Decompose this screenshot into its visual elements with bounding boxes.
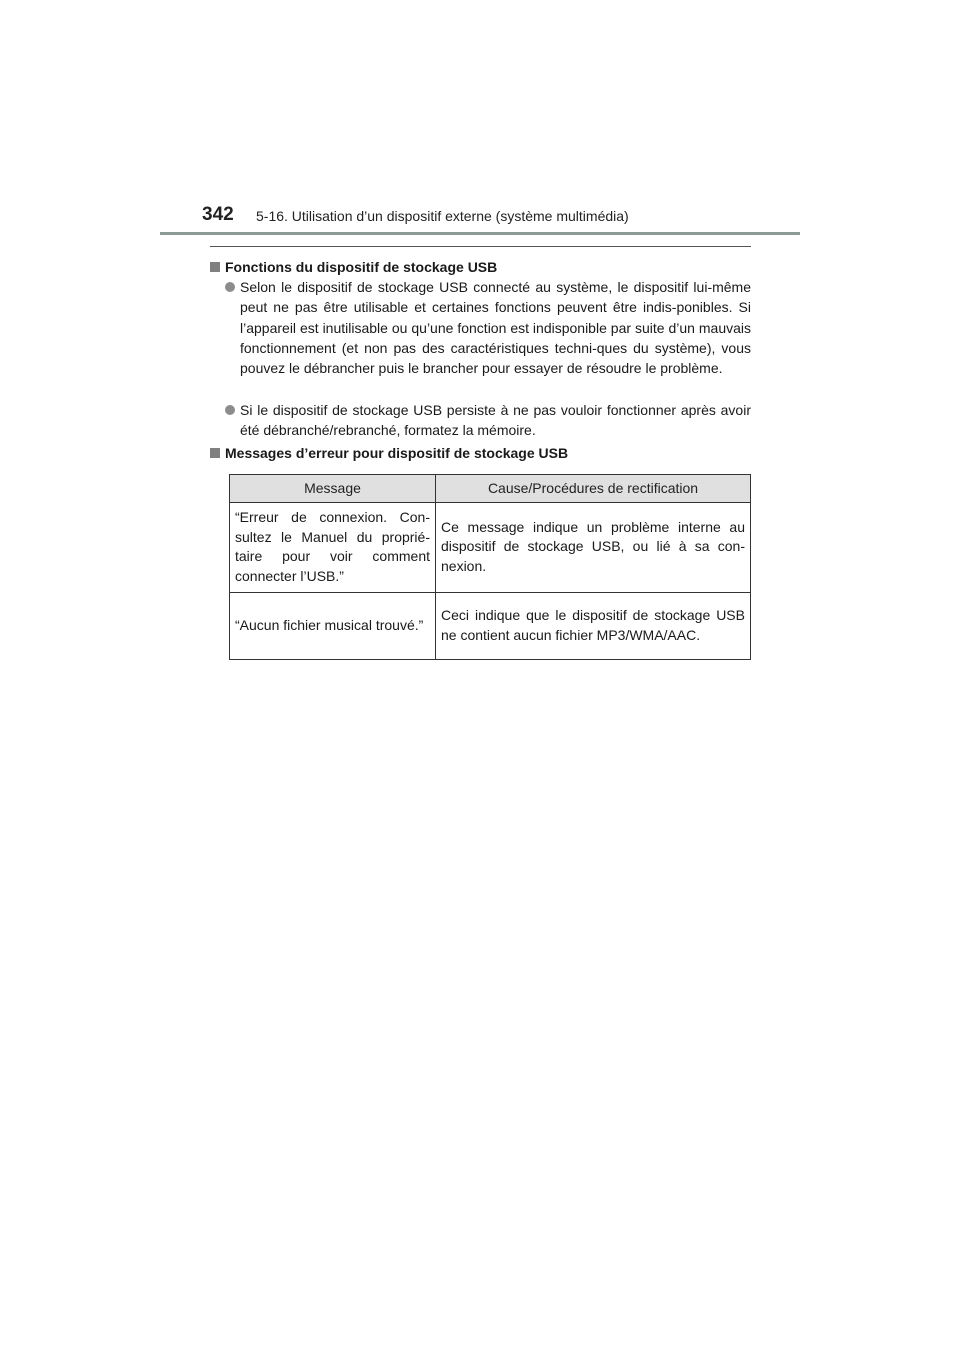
header-divider [160,232,800,235]
list-item-text: Selon le dispositif de stockage USB connecté au système, le dispositif lui-même peut ne pas être utilisable et certaines fonctions peuvent être indis-ponibles. Si l’appareil est inutilisable ou qu’une fonction est indisponible par suite d’un mauvais fonctionnement (et non pas des caractéristiques techni-ques du système), vous pouvez le débrancher puis le brancher pour essayer de résoudre le problème. [240,279,751,377]
error-messages-table [229,474,751,660]
list-item [222,277,751,378]
page-number: 342 [202,204,234,225]
list-item-text: Si le dispositif de stockage USB persiste à ne pas vouloir fonctionner après avoir été débranché/rebranché, formatez la mémoire. [240,402,751,439]
square-bullet-icon [210,448,220,458]
chapter-title: 5-16. Utilisation d’un dispositif externe (système multimédia) [256,208,629,224]
list-item [222,400,751,441]
section-heading-usb-functions [210,258,497,276]
column-header-cause: Cause/Procédures de rectification [436,475,751,503]
page-header [160,200,800,236]
table-header-row [230,475,751,503]
round-bullet-icon [225,282,235,292]
error-message-cell: “Aucun fichier musical trouvé.” [230,593,436,660]
section-heading-text: Fonctions du dispositif de stockage USB [225,259,498,275]
section-heading-text: Messages d’erreur pour dispositif de stockage USB [225,445,569,461]
column-header-message: Message [230,475,436,503]
table-row [230,593,751,660]
section-divider [210,246,751,247]
section-heading-error-messages [210,444,568,462]
error-cause-cell: Ce message indique un problème interne au dispositif de stockage USB, ou lié à sa con-nexion. [436,503,751,593]
error-message-cell: “Erreur de connexion. Con-sultez le Manuel du proprié-taire pour voir comment connecter l’USB.” [230,503,436,593]
table-row [230,503,751,593]
square-bullet-icon [210,262,220,272]
round-bullet-icon [225,405,235,415]
error-cause-cell: Ceci indique que le dispositif de stockage USB ne contient aucun fichier MP3/WMA/AAC. [436,593,751,660]
